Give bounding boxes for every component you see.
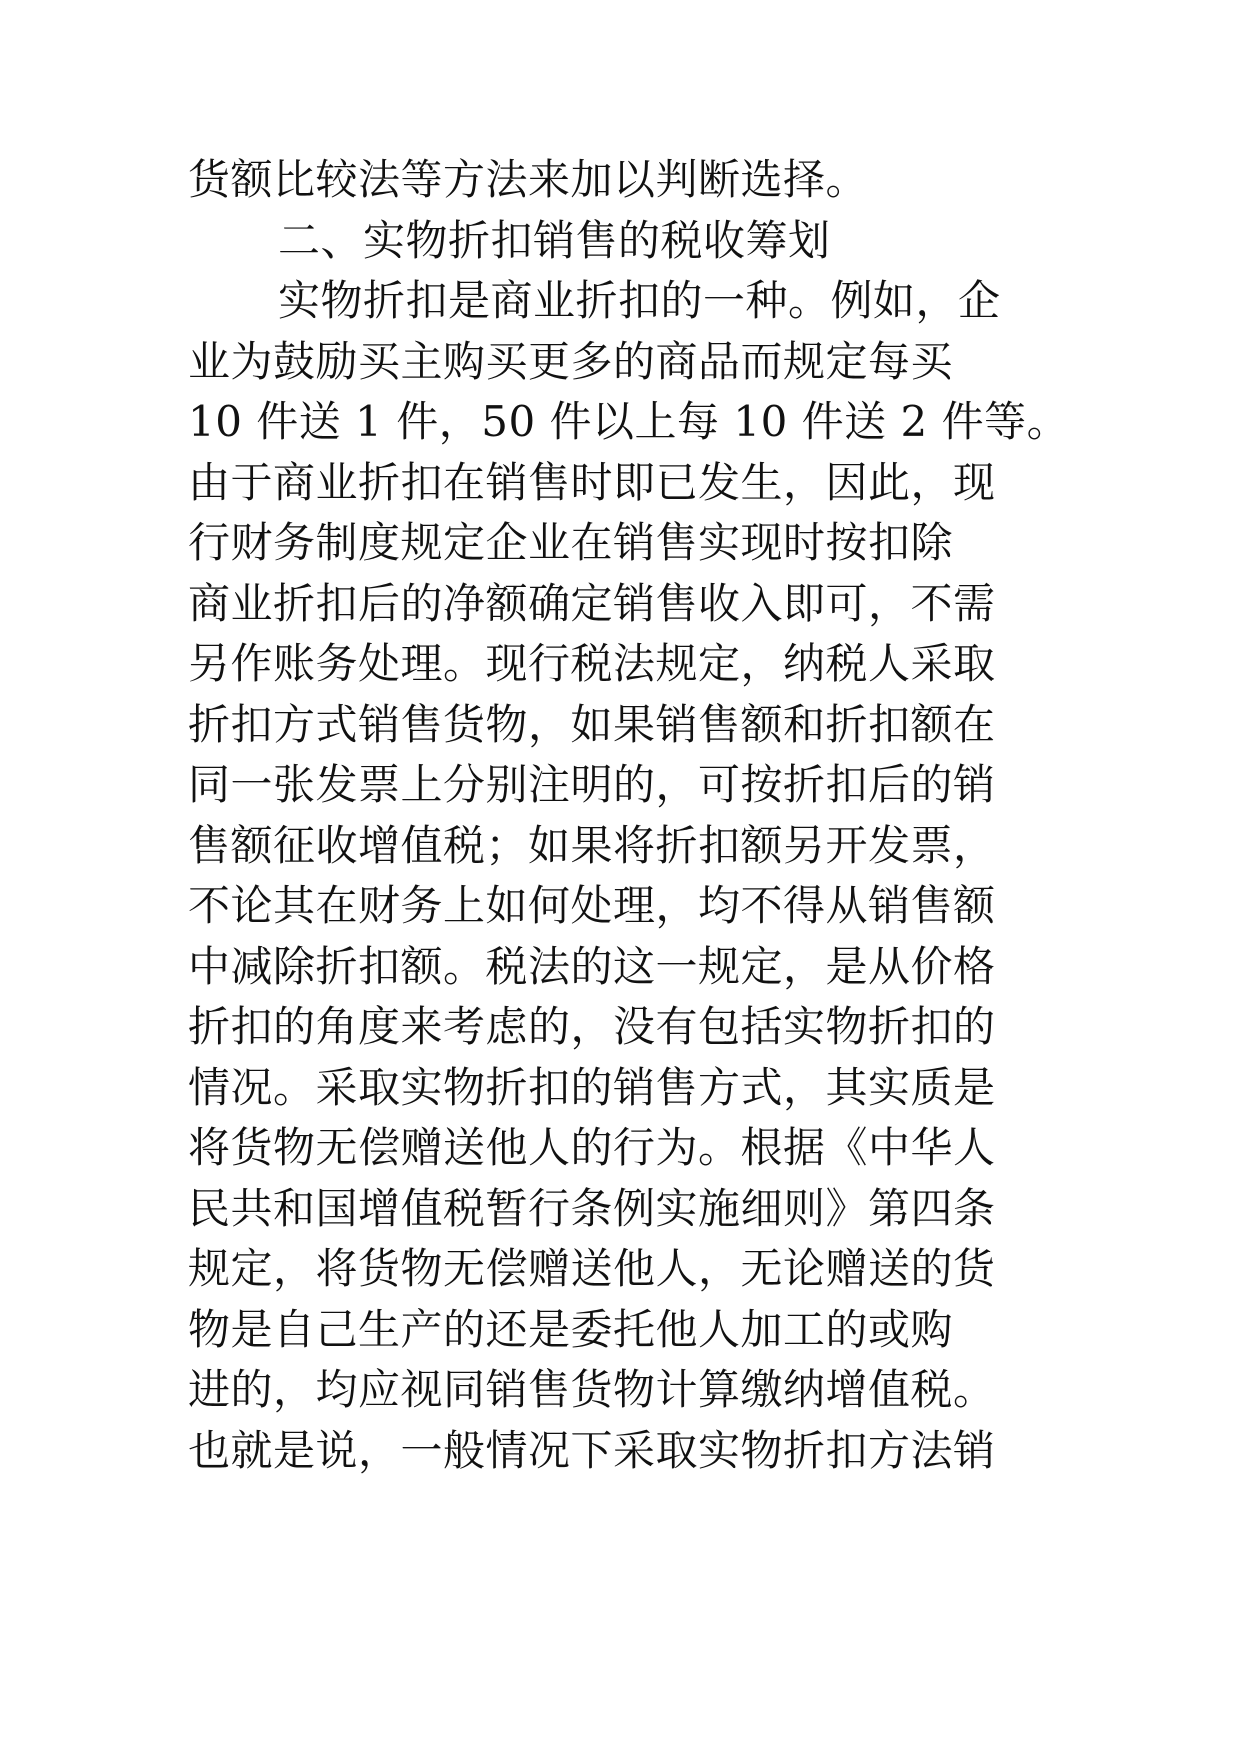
text-line: 售额征收增值税；如果将折扣额另开发票，	[188, 820, 996, 870]
text-line: 也就是说，一般情况下采取实物折扣方法销	[188, 1425, 996, 1475]
text-line: 进的，均应视同销售货物计算缴纳增值税。	[188, 1365, 996, 1414]
text-line: 物是自己生产的还是委托他人加工的或购	[188, 1304, 954, 1354]
text-line: 商业折扣后的净额确定销售收入即可，不需	[188, 578, 996, 628]
text-line: 另作账务处理。现行税法规定，纳税人采取	[188, 639, 996, 688]
text-line: 10 件送 1 件，50 件以上每 10 件送 2 件等。	[188, 397, 1070, 446]
text-line: 由于商业折扣在销售时即已发生，因此，现	[188, 457, 996, 507]
body-text	[188, 150, 1088, 1481]
text-line: 中减除折扣额。税法的这一规定，是从价格	[188, 941, 996, 991]
text-line: 民共和国增值税暂行条例实施细则》第四条	[188, 1183, 996, 1233]
text-line: 行财务制度规定企业在销售实现时按扣除	[188, 518, 954, 567]
text-line: 实物折扣是商业折扣的一种。例如，企	[278, 276, 1001, 325]
text-line: 折扣的角度来考虑的，没有包括实物折扣的	[188, 1002, 996, 1051]
text-line: 业为鼓励买主购买更多的商品而规定每买	[188, 336, 954, 386]
text-line: 将货物无偿赠送他人的行为。根据《中华人	[188, 1123, 996, 1172]
text-line: 货额比较法等方法来加以判断选择。	[188, 155, 869, 204]
text-line: 同一张发票上分别注明的，可按折扣后的销	[188, 760, 996, 809]
text-line: 不论其在财务上如何处理，均不得从销售额	[188, 881, 996, 930]
text-line: 规定，将货物无偿赠送他人，无论赠送的货	[188, 1244, 996, 1293]
section-heading: 二、实物折扣销售的税收筹划	[278, 215, 831, 265]
text-line: 折扣方式销售货物，如果销售额和折扣额在	[188, 699, 996, 749]
text-line: 情况。采取实物折扣的销售方式，其实质是	[188, 1062, 996, 1112]
